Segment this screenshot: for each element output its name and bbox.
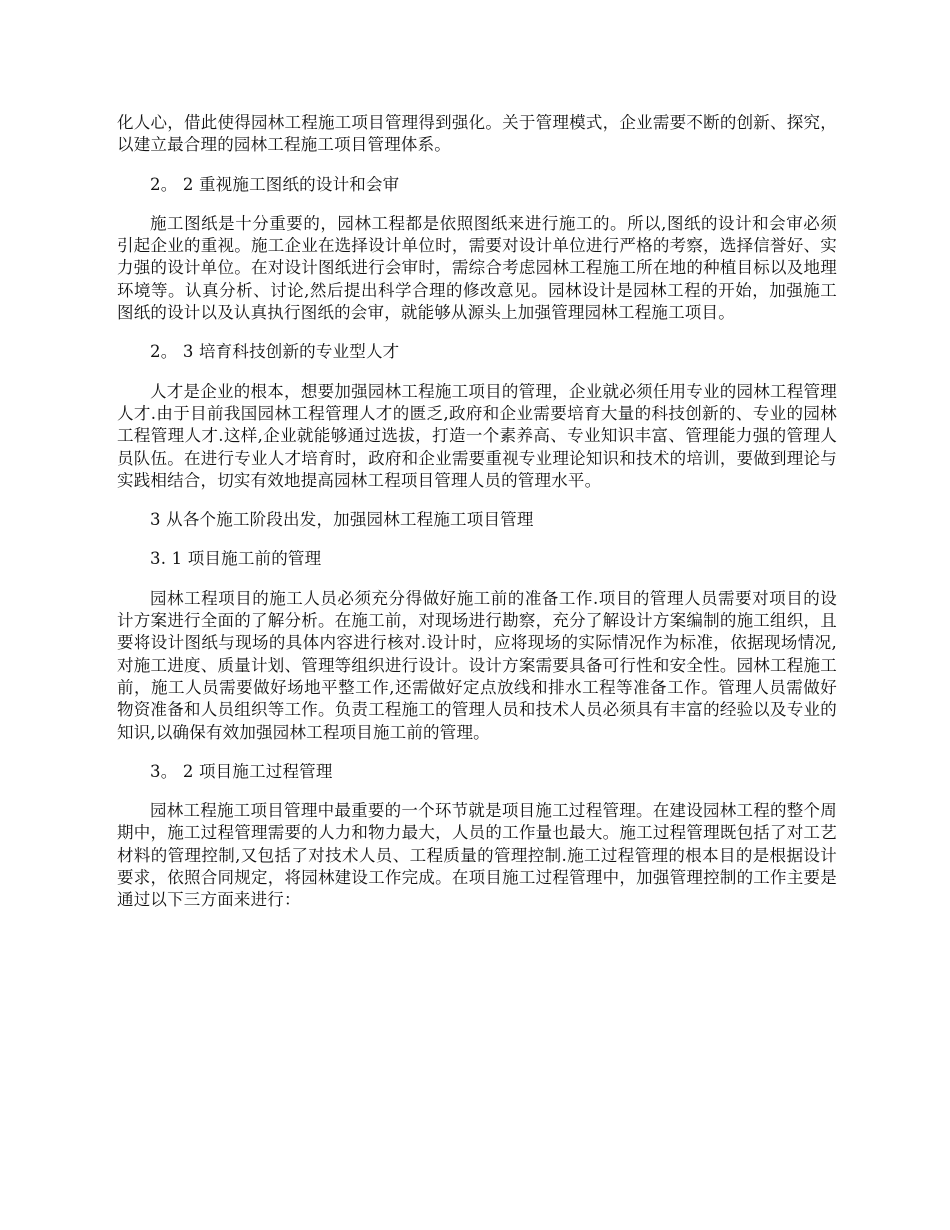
section-heading-3-2: 3。 2 项目施工过程管理 (150, 761, 333, 781)
paragraph-drawings: 施工图纸是十分重要的，园林工程都是依照图纸来进行施工的。所以,图纸的设计和会审必须引起企业的重视。施工企业在选择设计单位时，需要对设计单位进行严格的考察，选择信誉好、实力强的设计单位。在对设计图纸进行会审时，需综合考虑园林工程施工所在地的种植目标以及地理环境等。认真分析、讨论,然后提出科学合理的修改意见。园林设计是园林工程的开始，加强施工图纸的设计以及认真执行图纸的会审，就能够从源头上加强管理园林工程施工项目。 (117, 213, 837, 323)
section-heading-3-1: 3. 1 项目施工前的管理 (150, 549, 322, 569)
section-heading-2-3: 2。 3 培育科技创新的专业型人才 (150, 342, 400, 362)
section-heading-3: 3 从各个施工阶段出发，加强园林工程施工项目管理 (150, 510, 534, 530)
section-heading-2-2: 2。 2 重视施工图纸的设计和会审 (150, 174, 400, 194)
paragraph-pre-construction: 园林工程项目的施工人员必须充分得做好施工前的准备工作.项目的管理人员需要对项目的设计方案进行全面的了解分析。在施工前，对现场进行勘察，充分了解设计方案编制的施工组织，且要将设计图纸与现场的具体内容进行核对.设计时，应将现场的实际情况作为标准，依据现场情况,对施工进度、质量计划、管理等组织进行设计。设计方案需要具备可行性和安全性。园林工程施工前，施工人员需要做好场地平整工作,还需做好定点放线和排水工程等准备工作。管理人员需做好物资准备和人员组织等工作。负责工程施工的管理人员和技术人员必须具有丰富的经验以及专业的知识,以确保有效加强园林工程项目施工前的管理。 (117, 588, 837, 742)
paragraph-construction-process: 园林工程施工项目管理中最重要的一个环节就是项目施工过程管理。在建设园林工程的整个周期中，施工过程管理需要的人力和物力最大，人员的工作量也最大。施工过程管理既包括了对工艺材料的管理控制,又包括了对技术人员、工程质量的管理控制.施工过程管理的根本目的是根据设计要求，依照合同规定，将园林建设工作完成。在项目施工过程管理中，加强管理控制的工作主要是通过以下三方面来进行： (117, 801, 837, 910)
paragraph-talent: 人才是企业的根本，想要加强园林工程施工项目的管理，企业就必须任用专业的园林工程管理人才.由于目前我国园林工程管理人才的匮乏,政府和企业需要培育大量的科技创新的、专业的园林工程管理人才.这样,企业就能够通过选拔，打造一个素养高、专业知识丰富、管理能力强的管理人员队伍。在进行专业人才培育时，政府和企业需要重视专业理论知识和技术的培训，要做到理论与实践相结合，切实有效地提高园林工程项目管理人员的管理水平。 (117, 381, 837, 490)
paragraph-continued: 化人心，借此使得园林工程施工项目管理得到强化。关于管理模式，企业需要不断的创新、探究，以建立最合理的园林工程施工项目管理体系。 (117, 113, 837, 155)
document-page (117, 112, 837, 929)
